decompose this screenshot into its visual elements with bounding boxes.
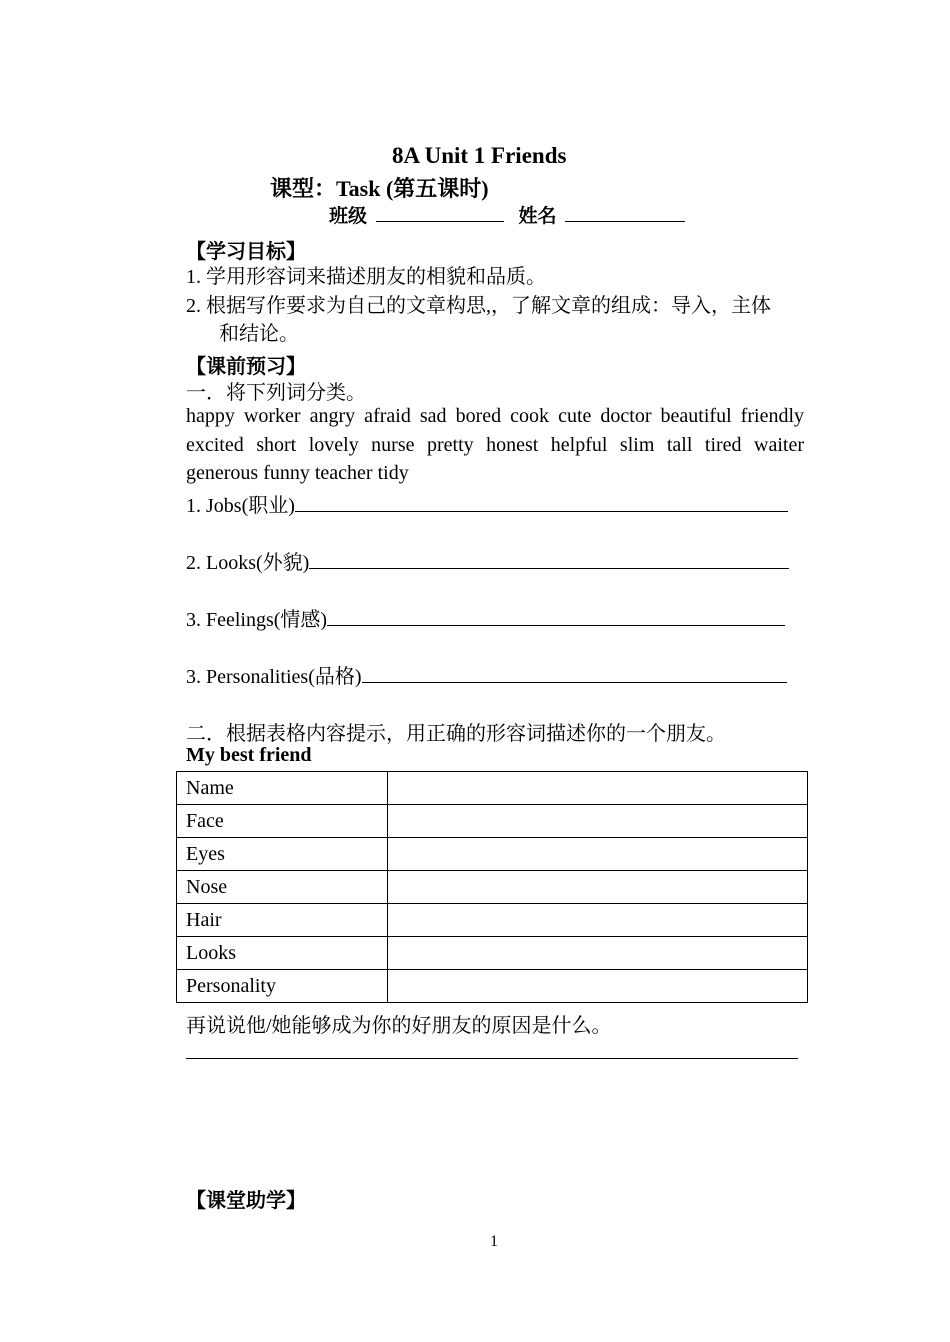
category-personalities: 3. Personalities(品格) [186, 660, 787, 689]
goals-heading: 【学习目标】 [186, 241, 306, 263]
row-value[interactable] [388, 838, 808, 871]
feelings-blank[interactable] [327, 625, 785, 626]
looks-blank[interactable] [309, 568, 789, 569]
personalities-blank[interactable] [362, 682, 787, 683]
reason-answer-line[interactable] [186, 1057, 798, 1059]
page-title: 8A Unit 1 Friends [392, 143, 567, 168]
preview-heading: 【课前预习】 [186, 356, 306, 378]
row-label: Name [177, 772, 388, 805]
friend-table [176, 771, 808, 1003]
table-row [177, 838, 808, 871]
goal-item-2: 2. 根据写作要求为自己的文章构思,，了解文章的组成：导入，主体 [186, 295, 771, 317]
category-feelings: 3. Feelings(情感) [186, 603, 785, 632]
row-value[interactable] [388, 970, 808, 1003]
table-title: My best friend [186, 744, 312, 766]
category-looks: 2. Looks(外貌) [186, 546, 789, 575]
student-info-row [329, 201, 685, 228]
table-row [177, 937, 808, 970]
goal-item-2-cont: 和结论。 [219, 323, 299, 345]
lesson-type: 课型：Task (第五课时) [270, 176, 489, 201]
row-label: Nose [177, 871, 388, 904]
row-label: Hair [177, 904, 388, 937]
row-value[interactable] [388, 772, 808, 805]
row-value[interactable] [388, 904, 808, 937]
classroom-heading: 【课堂助学】 [186, 1190, 306, 1212]
word-bank: happy worker angry afraid sad bored cook cute doctor beautiful friendly excited short lovely nurse pretty honest helpful slim tall tired waiter generous funny teacher tidy [186, 405, 804, 484]
goal-item-1: 1. 学用形容词来描述朋友的相貌和品质。 [186, 266, 546, 288]
friend-reason-question: 再说说他/她能够成为你的好朋友的原因是什么。 [186, 1015, 612, 1037]
table-row [177, 970, 808, 1003]
category-jobs: 1. Jobs(职业) [186, 489, 788, 518]
part2-instruction: 二．根据表格内容提示，用正确的形容词描述你的一个朋友。 [186, 723, 726, 745]
row-value[interactable] [388, 871, 808, 904]
table-row [177, 805, 808, 838]
page-number: 1 [490, 1233, 498, 1250]
row-label: Eyes [177, 838, 388, 871]
class-label: 班级 [329, 206, 368, 227]
name-label: 姓名 [518, 206, 557, 227]
row-label: Face [177, 805, 388, 838]
part1-instruction: 一．将下列词分类。 [186, 382, 366, 404]
row-label: Personality [177, 970, 388, 1003]
class-blank[interactable] [376, 221, 504, 222]
row-value[interactable] [388, 937, 808, 970]
table-row [177, 772, 808, 805]
row-value[interactable] [388, 805, 808, 838]
name-blank[interactable] [565, 221, 685, 222]
table-row [177, 904, 808, 937]
jobs-blank[interactable] [295, 511, 788, 512]
table-row [177, 871, 808, 904]
row-label: Looks [177, 937, 388, 970]
